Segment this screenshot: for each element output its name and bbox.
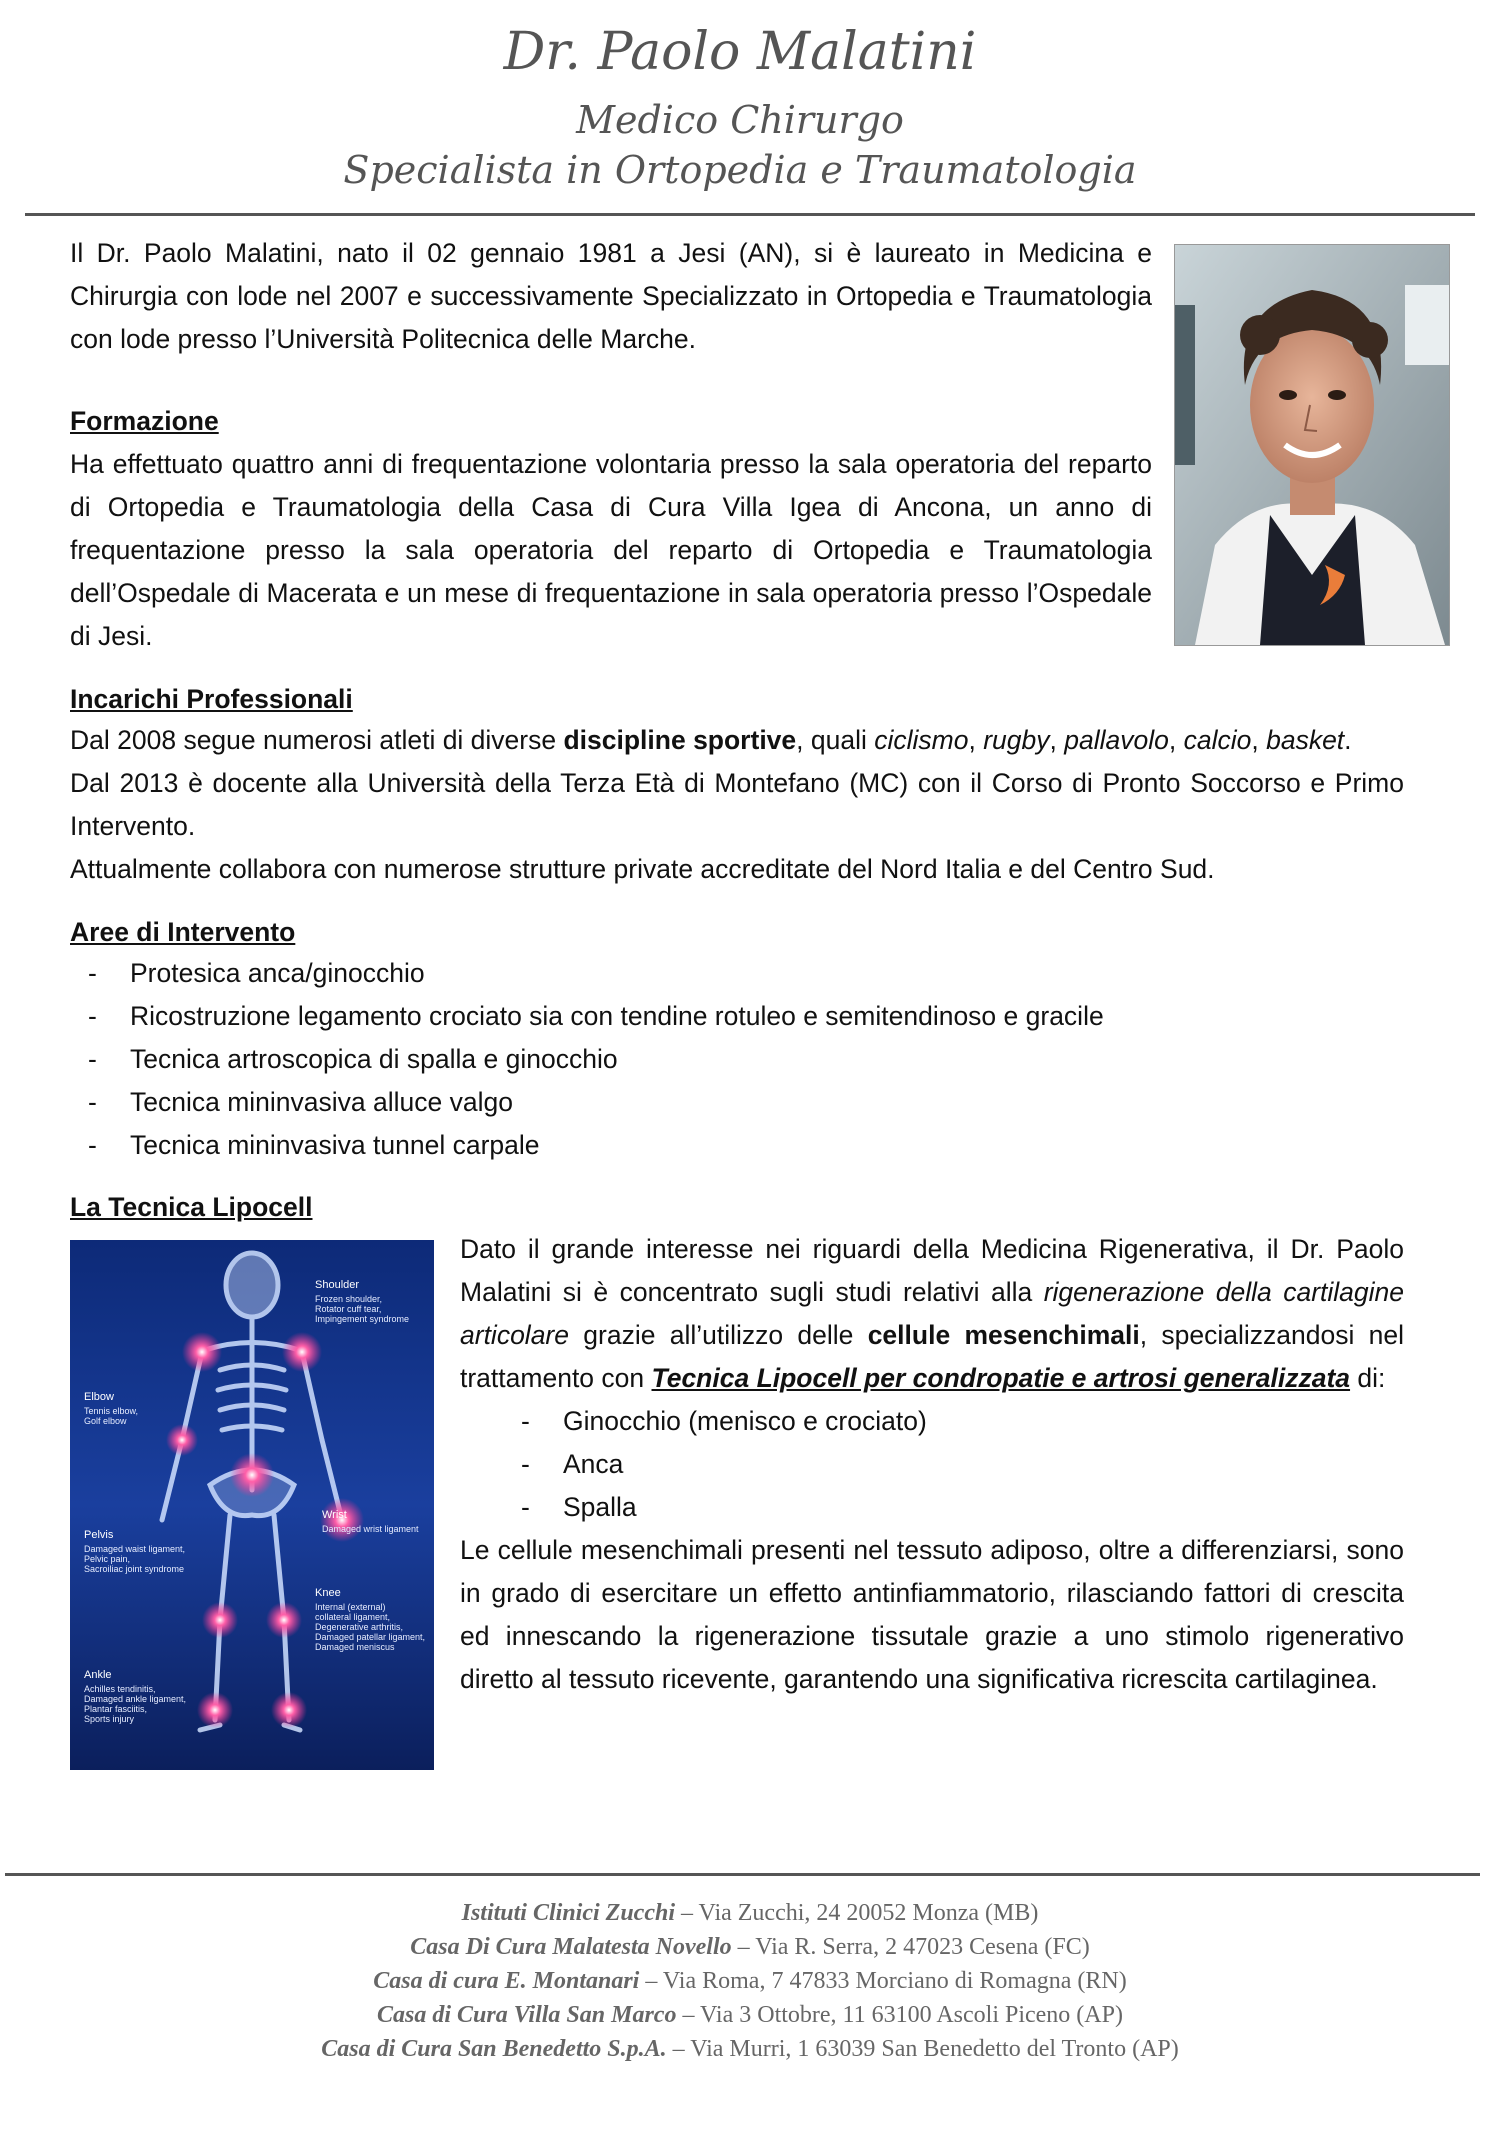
lipocell-paragraph bbox=[460, 1228, 1404, 1701]
incarichi-line1: Dal 2008 segue numerosi atleti di diverse discipline sportive, quali ciclismo, rugby, pallavolo, calcio, basket. bbox=[70, 725, 1352, 755]
svg-text:Damaged meniscus: Damaged meniscus bbox=[315, 1642, 395, 1652]
formazione-paragraph bbox=[70, 443, 1152, 658]
intro-text: Il Dr. Paolo Malatini, nato il 02 gennaio 1981 a Jesi (AN), si è laureato in Medicina e Chirurgia con lode nel 2007 e successivamente Specializzato in Ortopedia e Traumatologia con lode presso l’Università Politecnica delle Marche. bbox=[70, 238, 1152, 354]
list-item: - Protesica anca/ginocchio bbox=[88, 958, 425, 988]
doctor-role: Medico Chirurgo bbox=[576, 98, 904, 142]
label-ankle: Ankle bbox=[84, 1669, 112, 1681]
svg-text:Degenerative arthritis,: Degenerative arthritis, bbox=[315, 1622, 404, 1632]
footer-line: Casa di Cura San Benedetto S.p.A. – Via Murri, 1 63039 San Benedetto del Tronto (AP) bbox=[321, 2036, 1179, 2062]
label-pelvis: Pelvis bbox=[84, 1529, 114, 1541]
incarichi-heading: Incarichi Professionali bbox=[70, 684, 353, 714]
footer-divider bbox=[5, 1873, 1480, 1876]
lipocell-joint-list bbox=[460, 1400, 1404, 1529]
incarichi-line3: Attualmente collabora con numerose strutture private accreditate del Nord Italia e del Centro Sud. bbox=[70, 854, 1215, 884]
doctor-name: Dr. Paolo Malatini bbox=[503, 22, 977, 82]
label-shoulder: Shoulder bbox=[315, 1279, 360, 1291]
list-item: - Tecnica artroscopica di spalla e ginocchio bbox=[88, 1044, 618, 1074]
doctor-specialty: Specialista in Ortopedia e Traumatologia bbox=[343, 148, 1137, 192]
svg-text:Frozen shoulder,: Frozen shoulder, bbox=[315, 1294, 383, 1304]
svg-text:Damaged ankle ligament,: Damaged ankle ligament, bbox=[84, 1694, 187, 1704]
list-item: - Anca bbox=[521, 1449, 624, 1479]
intro-paragraph bbox=[70, 232, 1152, 361]
label-knee: Knee bbox=[315, 1587, 341, 1599]
incarichi-paragraph bbox=[70, 719, 1404, 891]
doctor-photo bbox=[1174, 244, 1450, 646]
skeleton-illustration bbox=[70, 1240, 434, 1770]
list-item: - Ricostruzione legamento crociato sia con tendine rotuleo e semitendinoso e gracile bbox=[88, 1001, 1104, 1031]
formazione-heading: Formazione bbox=[70, 406, 219, 436]
footer-line: Casa di cura E. Montanari – Via Roma, 7 47833 Morciano di Romagna (RN) bbox=[373, 1968, 1127, 1994]
svg-text:Rotator cuff tear,: Rotator cuff tear, bbox=[315, 1304, 382, 1314]
svg-text:Sacroiliac joint syndrome: Sacroiliac joint syndrome bbox=[84, 1564, 185, 1574]
footer-line: Casa di Cura Villa San Marco – Via 3 Ottobre, 11 63100 Ascoli Piceno (AP) bbox=[377, 2002, 1123, 2028]
footer-addresses bbox=[0, 1896, 1500, 2066]
svg-text:Tennis elbow,: Tennis elbow, bbox=[84, 1406, 139, 1416]
svg-text:collateral ligament,: collateral ligament, bbox=[315, 1612, 391, 1622]
svg-text:Pelvic pain,: Pelvic pain, bbox=[84, 1554, 131, 1564]
incarichi-line2: Dal 2013 è docente alla Università della Terza Età di Montefano (MC) con il Corso di Pronto Soccorso e Primo Intervento. bbox=[70, 768, 1404, 841]
svg-text:Achilles tendinitis,: Achilles tendinitis, bbox=[84, 1684, 156, 1694]
label-elbow: Elbow bbox=[84, 1391, 114, 1403]
svg-text:Internal (external): Internal (external) bbox=[315, 1602, 386, 1612]
label-wrist: Wrist bbox=[322, 1509, 347, 1521]
list-item: - Tecnica mininvasiva tunnel carpale bbox=[88, 1130, 540, 1160]
formazione-text: Ha effettuato quattro anni di frequentazione volontaria presso la sala operatoria del reparto di Ortopedia e Traumatologia della Casa di Cura Villa Igea di Ancona, un anno di frequentazione presso la sala operatoria del reparto di Ortopedia e Traumatologia dell’Ospedale di Macerata e un mese di frequentazione in sala operatoria presso l’Ospedale di Jesi. bbox=[70, 449, 1152, 651]
svg-text:Damaged patellar ligament,: Damaged patellar ligament, bbox=[315, 1632, 426, 1642]
footer-line: Istituti Clinici Zucchi – Via Zucchi, 24 20052 Monza (MB) bbox=[461, 1900, 1039, 1926]
svg-text:Damaged wrist ligament: Damaged wrist ligament bbox=[322, 1524, 419, 1534]
header-divider bbox=[25, 213, 1475, 216]
list-item: - Ginocchio (menisco e crociato) bbox=[521, 1406, 927, 1436]
lipocell-heading: La Tecnica Lipocell bbox=[70, 1192, 313, 1222]
aree-list-block bbox=[70, 952, 1404, 1167]
doctor-portrait bbox=[1175, 245, 1449, 645]
svg-text:Damaged waist ligament,: Damaged waist ligament, bbox=[84, 1544, 186, 1554]
footer-line: Casa Di Cura Malatesta Novello – Via R. Serra, 2 47023 Cesena (FC) bbox=[410, 1934, 1090, 1960]
svg-text:Impingement syndrome: Impingement syndrome bbox=[315, 1314, 410, 1324]
list-item: - Spalla bbox=[521, 1492, 637, 1522]
aree-heading: Aree di Intervento bbox=[70, 917, 296, 947]
skeleton-joints-image bbox=[70, 1240, 434, 1770]
aree-list bbox=[70, 952, 1404, 1167]
list-item: - Tecnica mininvasiva alluce valgo bbox=[88, 1087, 513, 1117]
lipocell-text-2: Le cellule mesenchimali presenti nel tessuto adiposo, oltre a differenziarsi, sono in grado di esercitare un effetto antinfiammatorio, rilasciando fattori di crescita ed innescando la rigenerazione tissutale grazie a uno stimolo rigenerativo diretto al tessuto ricevente, garantendo una significativa ricrescita cartilaginea. bbox=[460, 1535, 1404, 1694]
svg-text:Plantar fasciitis,: Plantar fasciitis, bbox=[84, 1704, 148, 1714]
svg-text:Sports injury: Sports injury bbox=[84, 1714, 135, 1724]
svg-text:Golf elbow: Golf elbow bbox=[84, 1416, 127, 1426]
lipocell-text-1: Dato il grande interesse nei riguardi della Medicina Rigenerativa, il Dr. Paolo Malatini si è concentrato sugli studi relativi alla rigenerazione della cartilagine articolare grazie all’utilizzo delle cellule mesenchimali, specializzandosi nel trattamento con Tecnica Lipocell per condropatie e artrosi generalizzata di: bbox=[460, 1234, 1404, 1393]
